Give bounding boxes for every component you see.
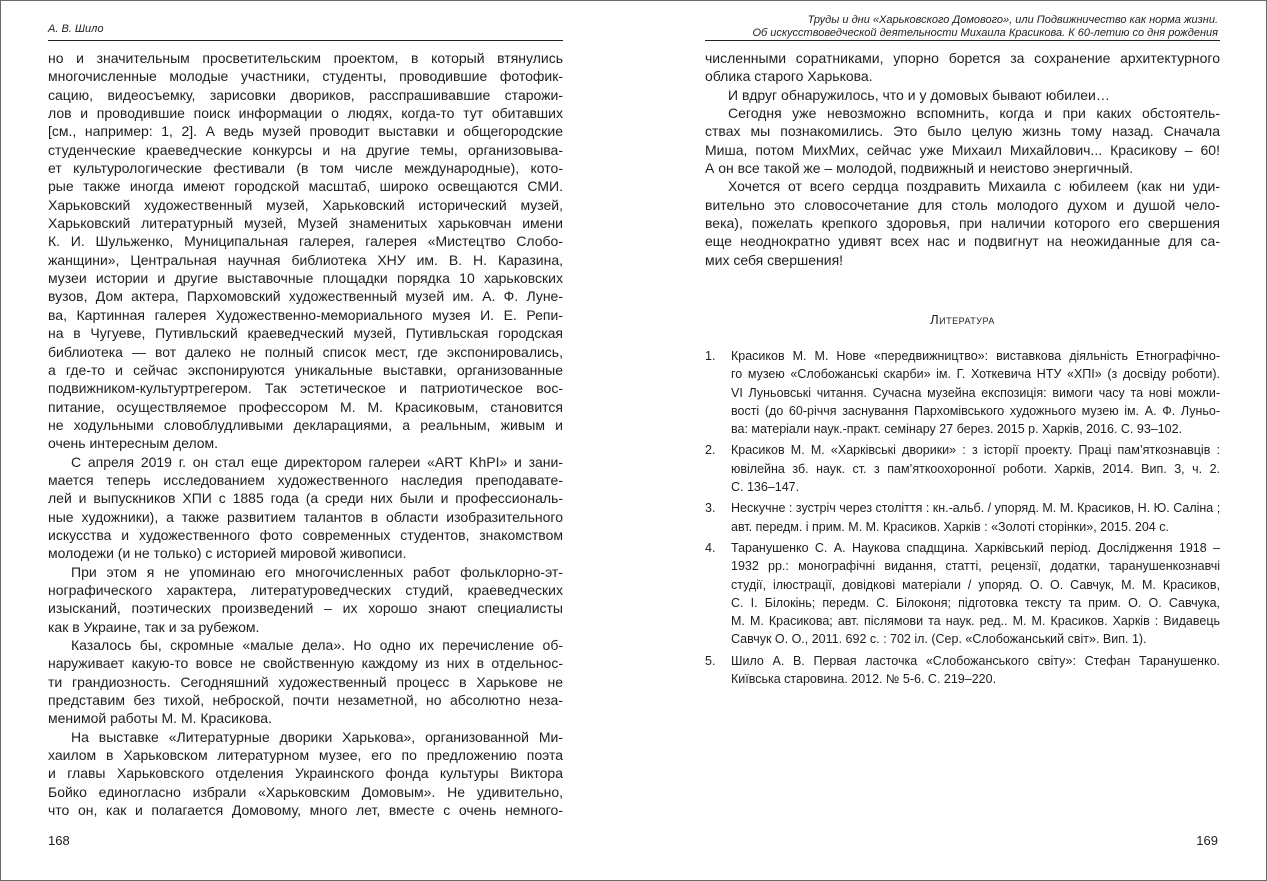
reference-line: го музею «Слобожанські скарби» ім. Г. Хоткевича НТУ «ХПІ» (з досвіду роботи). [731,367,1220,382]
running-head-line: Об искусствоведческой деятельности Михаила Красикова. К 60-летию со дня рождения [752,26,1218,39]
text-line: вительно это словосочетание для столь молодого духом и душой чело- [705,196,1220,213]
text-line: молодежи (и не только) с историей мировой живописи. [48,545,407,562]
paragraph [705,177,1220,269]
paragraph [705,104,1220,177]
text-line: жанщини», Центральная научная библиотека ХНУ им. В. Н. Каразина, [48,251,563,268]
text-line: сацию, видеосъемку, зарисовки двориков, расспрашивавшие старожи- [48,86,563,103]
header-rule [48,40,563,41]
paragraph [48,728,563,820]
text-line: хаилом в Харьковском литературном музее, его по предложению поэта [48,747,563,764]
paragraph [48,453,563,563]
text-line: [см., например: 1, 2]. А ведь музей проводит выставки и общегородские [48,123,563,140]
text-line: ные художники), а также развитием талантов в области изобразительного [48,508,563,525]
reference-number: 1. [705,349,716,363]
text-line: А он все такой же – молодой, подвижный и неистово энергичный. [705,160,1134,177]
page-number-left: 168 [48,833,70,848]
text-line: но и значительным просветительским проектом, в который втянулись [48,50,563,66]
text-line: Миша, потом МихМих, сейчас уже Михаил Михайлович... Красикову – 60! [705,141,1220,158]
text-line: библиотека — вот далеко не полный список мест, где экспонировались, [48,343,563,360]
reference-item [705,539,1220,649]
text-line: питание, осуществляемое профессором М. М. Красиковым, становится [48,398,563,415]
reference-line: М. М. Красикова; авт. післямови та наук. ред.. М. М. Красиков. Харків : Видавець [731,614,1220,629]
reference-item [705,441,1220,496]
running-head-left: А. В. Шило [48,23,104,35]
text-line: нографического характера, литературоведческих студий, краеведческих [48,581,563,598]
text-line: Хочется от всего сердца поздравить Михаила с юбилеем (как ни уди- [728,178,1220,195]
text-line: не ходульными словоблудливыми декларациями, а реальным, живым и [48,416,563,433]
references-list [705,347,1220,691]
text-line: К. И. Шульженко, Муниципальная галерея, галерея «Мистецтво Слобо- [48,233,563,250]
text-line: что он, как и полагается Домовому, много лет, вместе с очень немного- [48,802,563,819]
text-line: искусства и художественного фото современных студентов, знакомством [48,526,563,543]
reference-number: 4. [705,540,716,555]
reference-item [705,347,1220,438]
text-line: ствах мы познакомились. Это было целую жизнь тому назад. Сначала [705,123,1220,140]
text-line: На выставке «Литературные дворики Харькова», организованной Ми- [71,728,563,745]
text-line: на в Чугуеве, Путивльский краеведческий музей, Путивльская городская [48,325,563,342]
references-heading: Литература [930,312,995,327]
left-page-body [48,49,563,819]
reference-number: 3. [705,501,716,516]
reference-line: ювілейна зб. наук. ст. з пам’яткоохоронної роботи. Харків, 2014. Вип. 3, ч. 2. [731,461,1220,476]
text-line: века), пожелать крепкого здоровья, при наличии которого его свершения [705,215,1220,232]
reference-line: ва: матеріали наук.-практ. семінару 27 берез. 2015 р. Харків, 2016. С. 93–102. [731,422,1183,437]
text-line: ет культурологические фестивали (в том числе международные), кото- [48,160,563,177]
paragraph [48,49,563,453]
text-line: представим без тихой, неброской, почти незаметной, но абсолютно неза- [48,692,563,709]
text-line: студенческие краеведческие конкурсы и на другие темы, организовыва- [48,141,563,158]
text-line: наруживает какую-то вовсе не свойственную каждому из них в отдельнос- [48,655,563,672]
text-line: лей и выпускников ХПИ с 1885 года (а среди них были и профессиональ- [48,490,563,507]
text-line: ва, Картинная галерея Художественно-мемориального музея И. Е. Репи- [48,306,563,323]
reference-line: С. 136–147. [731,480,800,495]
text-line: При этом я не упоминаю его многочисленных работ фольклорно-эт- [71,563,563,580]
paragraph [48,563,563,636]
text-line: Сегодня уже невозможно вспомнить, когда и при каких обстоятель- [728,105,1220,122]
text-line: вузов, Дом актера, Пархомовский художественный музей им. А. Ф. Луне- [48,288,563,305]
text-line: а где-то и сейчас экспонируются уникальные выставки, организованные [48,361,563,378]
reference-line: 1932 рр.: монографічні видання, статті, рецензії, додатки, таранушенкознавчі [731,559,1220,574]
reference-line: Нескучне : зустріч через століття : кн.-альб. / упоряд. М. М. Красиков, Н. Ю. Саліна ; [731,501,1221,516]
reference-line: Савчук О. О., 2011. 692 с. : 702 іл. (Сер. «Слобожанський світ». Вип. 1). [731,632,1147,647]
running-head-right [752,14,1218,39]
reference-line: Таранушенко С. А. Наукова спадщина. Харківський період. Дослідження 1918 – [731,540,1220,555]
reference-number: 2. [705,443,716,458]
reference-line: VI Луньовські читання. Сучасна музейна експозиція: вимоги часу та нові можли- [731,385,1220,400]
text-line: Харьковский литературный музей, Музей знаменитых харьковчан имени [48,215,563,232]
reference-line: С. І. Білокінь; передм. С. Білоконя; підготовка тексту та прим. О. О. Савчука, [731,595,1220,610]
reference-line: вості (до 60-річчя заснування Пархомівського художнього музею ім. А. Ф. Луньо- [731,403,1220,418]
reference-line: студії, ілюстрації, довідкові матеріали / упоряд. О. О. Савчук, М. М. Красиков, [731,577,1220,592]
text-line: численными соратниками, упорно борется за сохранение архитектурного [705,50,1220,66]
text-line: изысканий, поэтических произведений – их хорошо знают специалисты [48,600,563,617]
running-head-line: Труды и дни «Харьковского Домового», или Подвижничество как норма жизни. [807,14,1218,26]
text-line: И вдруг обнаружилось, что и у домовых бывают юбилеи… [728,86,1110,103]
text-line: менимой работы М. М. Красикова. [48,710,272,727]
paragraph [705,86,1220,104]
text-line: подвижником-культуртрегером. Так эстетическое и патриотическое вос- [48,380,563,397]
text-line: рые также иногда имеют городской масштаб, широко освещаются СМИ. [48,178,563,195]
reference-line: авт. передм. і прим. М. М. Красиков. Харків : «Золоті сторінки», 2015. 204 с. [731,519,1169,534]
text-line: С апреля 2019 г. он стал еще директором галереи «ART KhPI» и зани- [71,453,563,470]
text-line: Харьковский художественный музей, Харьковский исторический музей, [48,196,563,213]
reference-line: Красиков М. М. Нове «передвижництво»: виставкова діяльність Етнографічно- [731,349,1220,363]
text-line: Бойко единогласно избрали «Харьковским Домовым». Не удивительно, [48,783,563,800]
reference-number: 5. [705,653,716,668]
text-line: Казалось бы, скромные «малые дела». Но одно их перечисление об- [71,637,563,653]
text-line: многочисленные молодые участники, студенты, проводившие фотофик- [48,68,563,85]
text-line: лов и проводившие поиск информации о людях, когда-то тут обитавших [48,105,563,122]
text-line: музеи истории и другие выставочные площадки порядка 10 харьковских [48,270,563,287]
header-rule [705,40,1220,41]
text-line: ти грандиозность. Сегодняшний художественный процесс в Харькове не [48,673,563,690]
text-line: мих себя свершения! [705,251,844,268]
page-number-right: 169 [1196,833,1218,848]
text-line: очень интересным делом. [48,435,219,452]
text-line: и главы Харьковского отделения Украинского фонда культуры Виктора [48,765,563,782]
paragraph [705,49,1220,86]
text-line: еще неоднократно удивят всех нас и подвигнут на неожиданные для са- [705,233,1220,250]
text-line: как в Украине, так и за рубежом. [48,618,260,635]
reference-line: Красиков М. М. «Харківські дворики» : з історії проекту. Праці пам’яткознавців : [731,443,1220,458]
text-line: мается теперь исследованием художественного наследия преподавате- [48,471,563,488]
reference-item [705,499,1220,536]
reference-line: Шило А. В. Первая ласточка «Слобожанського світу»: Стефан Таранушенко. [731,653,1220,668]
reference-line: Київська старовина. 2012. № 5-6. С. 219–220. [731,672,997,687]
right-page-body [705,49,1220,269]
paragraph [48,636,563,728]
text-line: облика старого Харькова. [705,68,873,85]
reference-item [705,652,1220,689]
